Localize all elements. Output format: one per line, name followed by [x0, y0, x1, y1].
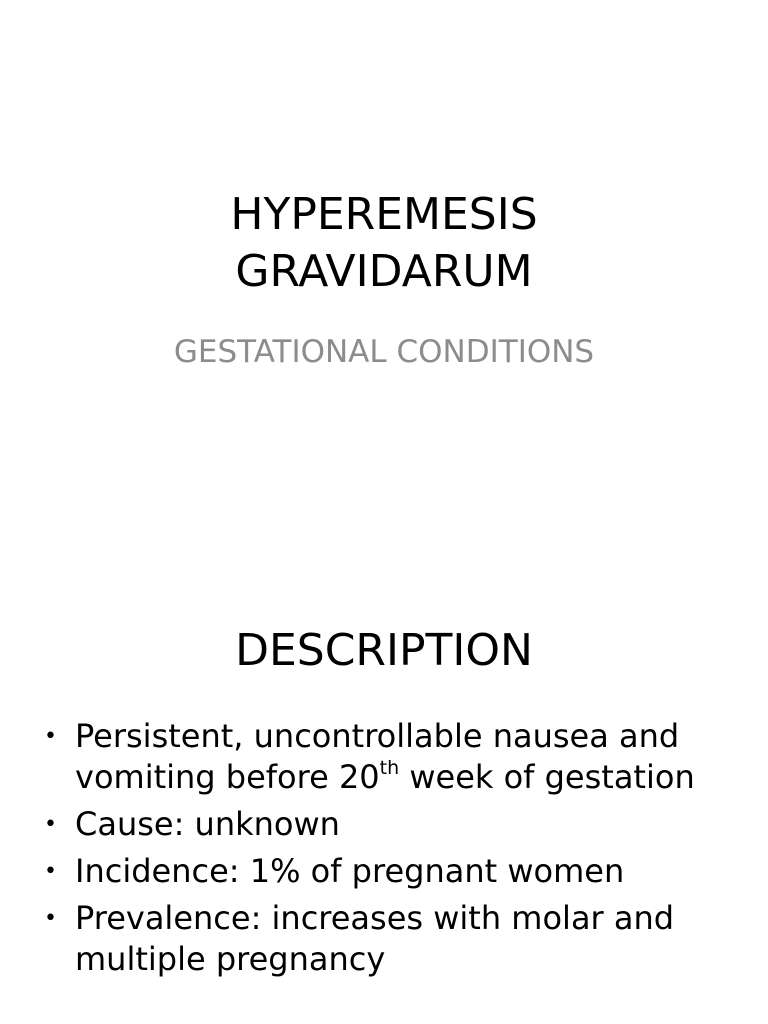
section-title: DESCRIPTION [235, 625, 533, 676]
bullet-icon: • [44, 724, 57, 749]
bullet-icon: • [44, 812, 57, 837]
bullet-text-pre: Persistent, uncontrollable nausea and vomiting before 20 [75, 717, 680, 796]
bullet-list [40, 716, 740, 986]
title-line-1: HYPEREMESIS [230, 189, 538, 240]
slide-subtitle: GESTATIONAL CONDITIONS [173, 334, 595, 370]
bullet-icon: • [44, 906, 57, 931]
bullet-text: Prevalence: increases with molar and multiple pregnancy [75, 899, 675, 978]
bullet-text-post: week of gestation [399, 758, 695, 796]
list-item [40, 716, 740, 798]
title-line-2: GRAVIDARUM [235, 246, 533, 297]
description-slide [0, 576, 768, 1024]
list-item [40, 804, 740, 845]
list-item [40, 851, 740, 892]
slide-title [0, 186, 768, 300]
bullet-text: Cause: unknown [75, 805, 340, 843]
list-item [40, 898, 740, 980]
bullet-superscript: th [379, 757, 400, 779]
bullet-text: Incidence: 1% of pregnant women [75, 852, 625, 890]
bullet-icon: • [44, 859, 57, 884]
